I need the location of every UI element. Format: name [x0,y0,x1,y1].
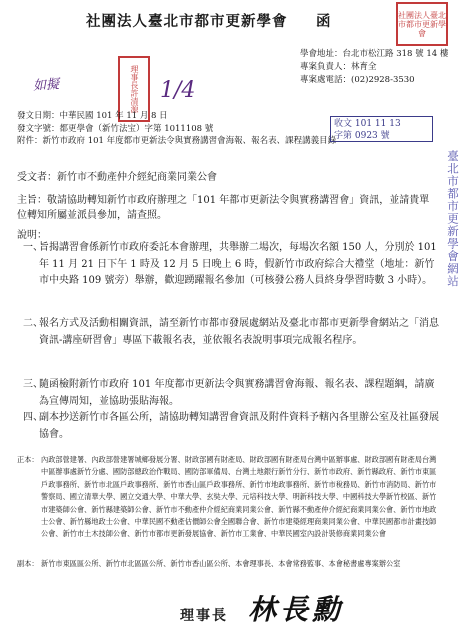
explanation-item [23,377,439,410]
received-stamp [330,116,433,142]
handwritten-date: 1/4 [160,78,196,103]
distribution-list [17,454,441,541]
vertical-stamp: 臺北市都市更新學會網站 [446,150,460,288]
item-text: 副本抄送新竹市各區公所，請協助轉知講習會資訊及附件資料予轄內各里辦公室及社區發展協會。 [39,412,439,440]
explanation-item [23,410,439,443]
copy-label: 副本： [17,559,39,568]
handwritten-note: 如擬 [32,77,60,94]
recipient: 受文者：新竹市不動產仲介經紀商業同業公會 [17,172,217,183]
approval-seal-stamp: 理事長許清源 [118,56,150,122]
subject [17,193,437,223]
contact-block [300,48,448,87]
subject-text: 敬請協助轉知新竹市政府辦理之「101 年都市更新法令與實務講習會」資訊，並請貴單位轉知所屬並派員參加，請查照。 [17,195,430,221]
explanation-item [23,240,439,290]
item-number: 一、 [23,242,43,253]
item-number: 三、 [23,379,43,390]
received-date: 收文 101 11 13 [334,119,401,129]
copy-list [17,558,441,570]
item-number: 四、 [23,412,43,423]
attachment-list: 附件：新竹市政府 101 年度都市更新法令與實務講習會海報、報名表、課程講義目錄 [17,136,337,146]
contact-phone: 專案處電話：(02)2928-3530 [300,75,415,85]
org-name: 社團法人臺北市都市更新學會 [86,13,288,30]
signer-title: 理事長 [180,608,228,624]
item-number: 二、 [23,318,43,329]
contact-person: 專案負責人：林育全 [300,62,377,72]
item-text: 旨揭講習會係新竹市政府委託本會辦理，共舉辦二場次，每場次名額 150 人，分別於 101 年 11 月 21 日下午 1 時及 12 月 5 日晚上 6 時，假新竹市政府綜合大禮堂（地址：新竹市中央路 109 號旁）舉辦，歡迎踴躍報名參加（可核發公務人員終身學習時數 3 小時）。 [39,242,437,286]
explanation-item [23,316,439,349]
received-number: 字第 0923 號 [334,131,390,141]
issue-date: 發文日期：中華民國 101 年 11 月 8 日 [17,111,168,121]
doc-type: 函 [316,13,331,30]
copy-text: 新竹市東區區公所、新竹市北區區公所、新竹市香山區公所、本會理事長、本會常務監事、本會秘書處專案辦公室 [41,559,401,568]
doc-meta [17,110,336,148]
distribution-label: 正本： [17,455,39,464]
org-address: 學會地址：台北市松江路 318 號 14 樓 [300,49,449,59]
item-text: 隨函檢附新竹市政府 101 年度都市更新法令與實務講習會海報、報名表、課程題綱，請廣為宣傳周知，並協助張貼海報。 [39,379,435,407]
org-seal-stamp: 社團法人臺北市都市更新學會 [396,2,448,46]
doc-number: 發文字號：都更學會（新竹法宝）字第 1011108 號 [17,123,214,134]
explanation-label: 說明： [17,230,47,241]
subject-label: 主旨： [17,195,47,206]
distribution-text: 內政部營建署、內政部營建署城鄉發展分署、財政部國有財產局、財政部國有財產局台灣中區辦事處、財政部國有財產局台灣中區辦事處新竹分處、國防部總政治作戰局、國防部軍備局、台灣土地銀行新竹分行、新竹市政府、新竹縣政府、新竹市東區戶政事務所、新竹市北區戶政事務所、新竹市香山區戶政事務所、新竹市地政事務所、新竹市稅務局、新竹市消防局、新竹市警察局、國立清華大學、國立交通大學、中華大學、玄奘大學、元培科技大學、明新科技大學、中國科技大學新竹校區、新竹市建築師公會、新竹縣建築師公會、新竹市不動產仲介經紀商業同業公會、新竹縣不動產仲介經紀商業同業公會、新竹市地政士公會、新竹縣地政士公會、中華民國不動產估價師公會全國聯合會、新竹市建築經理商業同業公會、中華民國都市計畫技師公會、新竹市土木技師公會、新竹市都市更新發展協會、新竹市工業會、中華民國室內設計裝修商業同業公會 [41,455,437,539]
item-text: 報名方式及活動相關資訊，請至新竹市都市發展處網站及臺北市都市更新學會網站之「消息資訊-講座研習會」專區下載報名表，並依報名表說明事項完成報名程序。 [39,318,439,346]
signature: 林長勳 [248,593,345,626]
